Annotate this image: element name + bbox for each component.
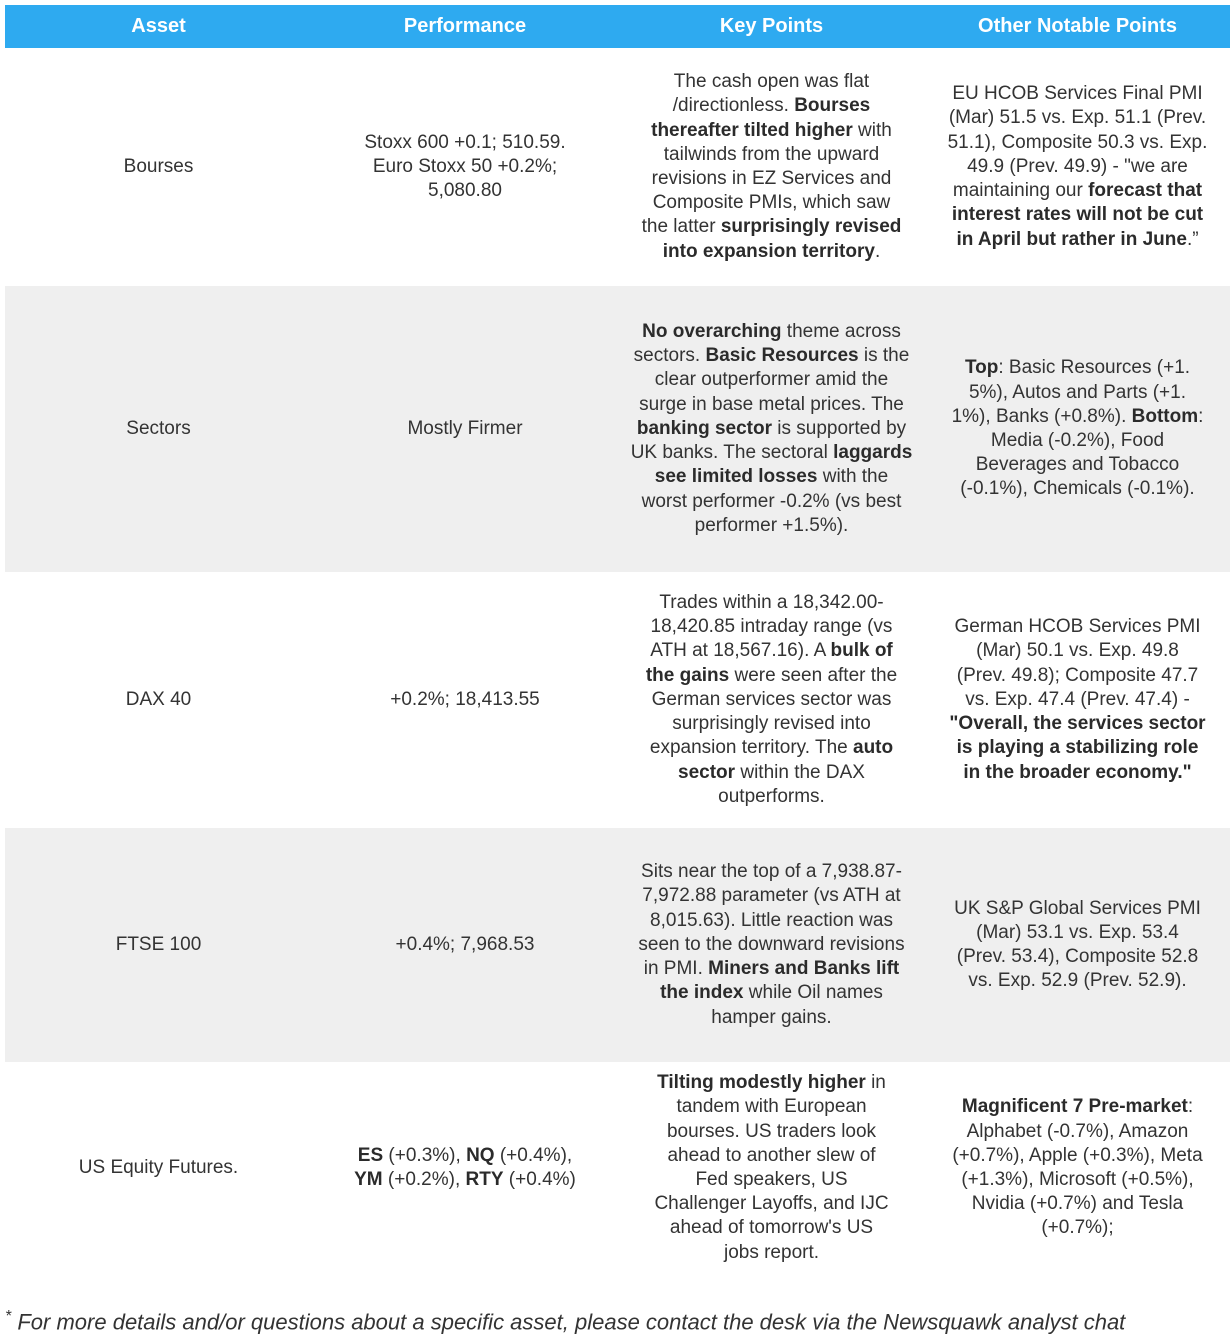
asset-cell: DAX 40	[125, 688, 192, 710]
table-header-row	[5, 5, 1230, 48]
header-key-points: Key Points	[618, 5, 925, 48]
table-row	[5, 828, 1230, 1062]
other-points-cell: EU HCOB Services Final PMI (Mar) 51.5 vs. Exp. 51.1 (Prev. 51.1), Composite 50.3 vs. Exp. 49.9 (Prev. 49.9) - "we are maintaining our forecast that interest rates will not be cut in April but rather in June.”	[947, 83, 1208, 250]
performance-cell: Mostly Firmer	[312, 286, 618, 572]
other-points-cell: German HCOB Services PMI (Mar) 50.1 vs. Exp. 49.8 (Prev. 49.8); Composite 47.7 vs. Exp. 47.4 (Prev. 47.4) - "Overall, the services sector is playing a stabilizing role in the broader economy."	[949, 616, 1206, 783]
performance-cell: +0.2%; 18,413.55	[390, 688, 540, 710]
table-row	[5, 286, 1230, 572]
key-points-cell: No overarching theme across sectors. Basic Resources is the clear outperformer amid the surge in base metal prices. The banking sector is supported by UK banks. The sectoral laggards see limited losses with the worst performer -0.2% (vs best performer +1.5%).	[618, 286, 925, 572]
table-row	[5, 48, 1230, 286]
asset-cell: FTSE 100	[5, 828, 312, 1062]
performance-cell: +0.4%; 7,968.53	[312, 828, 618, 1062]
market-summary-table	[5, 5, 1230, 1274]
footnote	[5, 1308, 1125, 1335]
performance-cell: ES (+0.3%), NQ (+0.4%), YM (+0.2%), RTY (+0.4%)	[354, 1144, 576, 1190]
asset-cell: US Equity Futures.	[78, 1156, 239, 1178]
table-row	[5, 572, 1230, 828]
key-points-cell: Trades within a 18,342.00-18,420.85 intraday range (vs ATH at 18,567.16). A bulk of the gains were seen after the German services sector was surprisingly revised into expansion territory. The auto sector within the DAX outperforms.	[645, 592, 898, 807]
key-points-cell: Tilting modestly higher in tandem with European bourses. US traders look ahead to another slew of Fed speakers, US Challenger Layoffs, and IJC ahead of tomorrow's US jobs report.	[654, 1072, 889, 1263]
asset-cell: Bourses	[123, 155, 194, 177]
header-asset: Asset	[5, 5, 312, 48]
header-other-notable-points: Other Notable Points	[925, 5, 1230, 48]
footnote-asterisk: *	[5, 1308, 12, 1325]
footnote-text: For more details and/or questions about a specific asset, please contact the desk via the Newsquawk analyst chat	[17, 1309, 1126, 1335]
other-points-cell: UK S&P Global Services PMI (Mar) 53.1 vs. Exp. 53.4 (Prev. 53.4), Composite 52.8 vs. Exp. 52.9 (Prev. 52.9).	[925, 828, 1230, 1062]
header-performance: Performance	[312, 5, 618, 48]
key-points-cell: Sits near the top of a 7,938.87-7,972.88 parameter (vs ATH at 8,015.63). Little reaction was seen to the downward revisions in PMI. Miners and Banks lift the index while Oil names hamper gains.	[618, 828, 925, 1062]
asset-cell: Sectors	[5, 286, 312, 572]
performance-cell: Stoxx 600 +0.1; 510.59. Euro Stoxx 50 +0.2%; 5,080.80	[364, 131, 566, 202]
key-points-cell: The cash open was flat /directionless. Bourses thereafter tilted higher with tailwinds from the upward revisions in EZ Services and Composite PMIs, which saw the latter surprisingly revised into expansion territory.	[641, 71, 902, 262]
table-row	[5, 1062, 1230, 1274]
other-points-cell: Magnificent 7 Pre-market: Alphabet (-0.7%), Amazon (+0.7%), Apple (+0.3%), Meta (+1.3%), Microsoft (+0.5%), Nvidia (+0.7%) and Tesla (+0.7%);	[952, 1096, 1203, 1239]
other-points-cell: Top: Basic Resources (+1. 5%), Autos and Parts (+1. 1%), Banks (+0.8%). Bottom: Media (-0.2%), Food Beverages and Tobacco (-0.1%), Chemicals (-0.1%).	[925, 286, 1230, 572]
